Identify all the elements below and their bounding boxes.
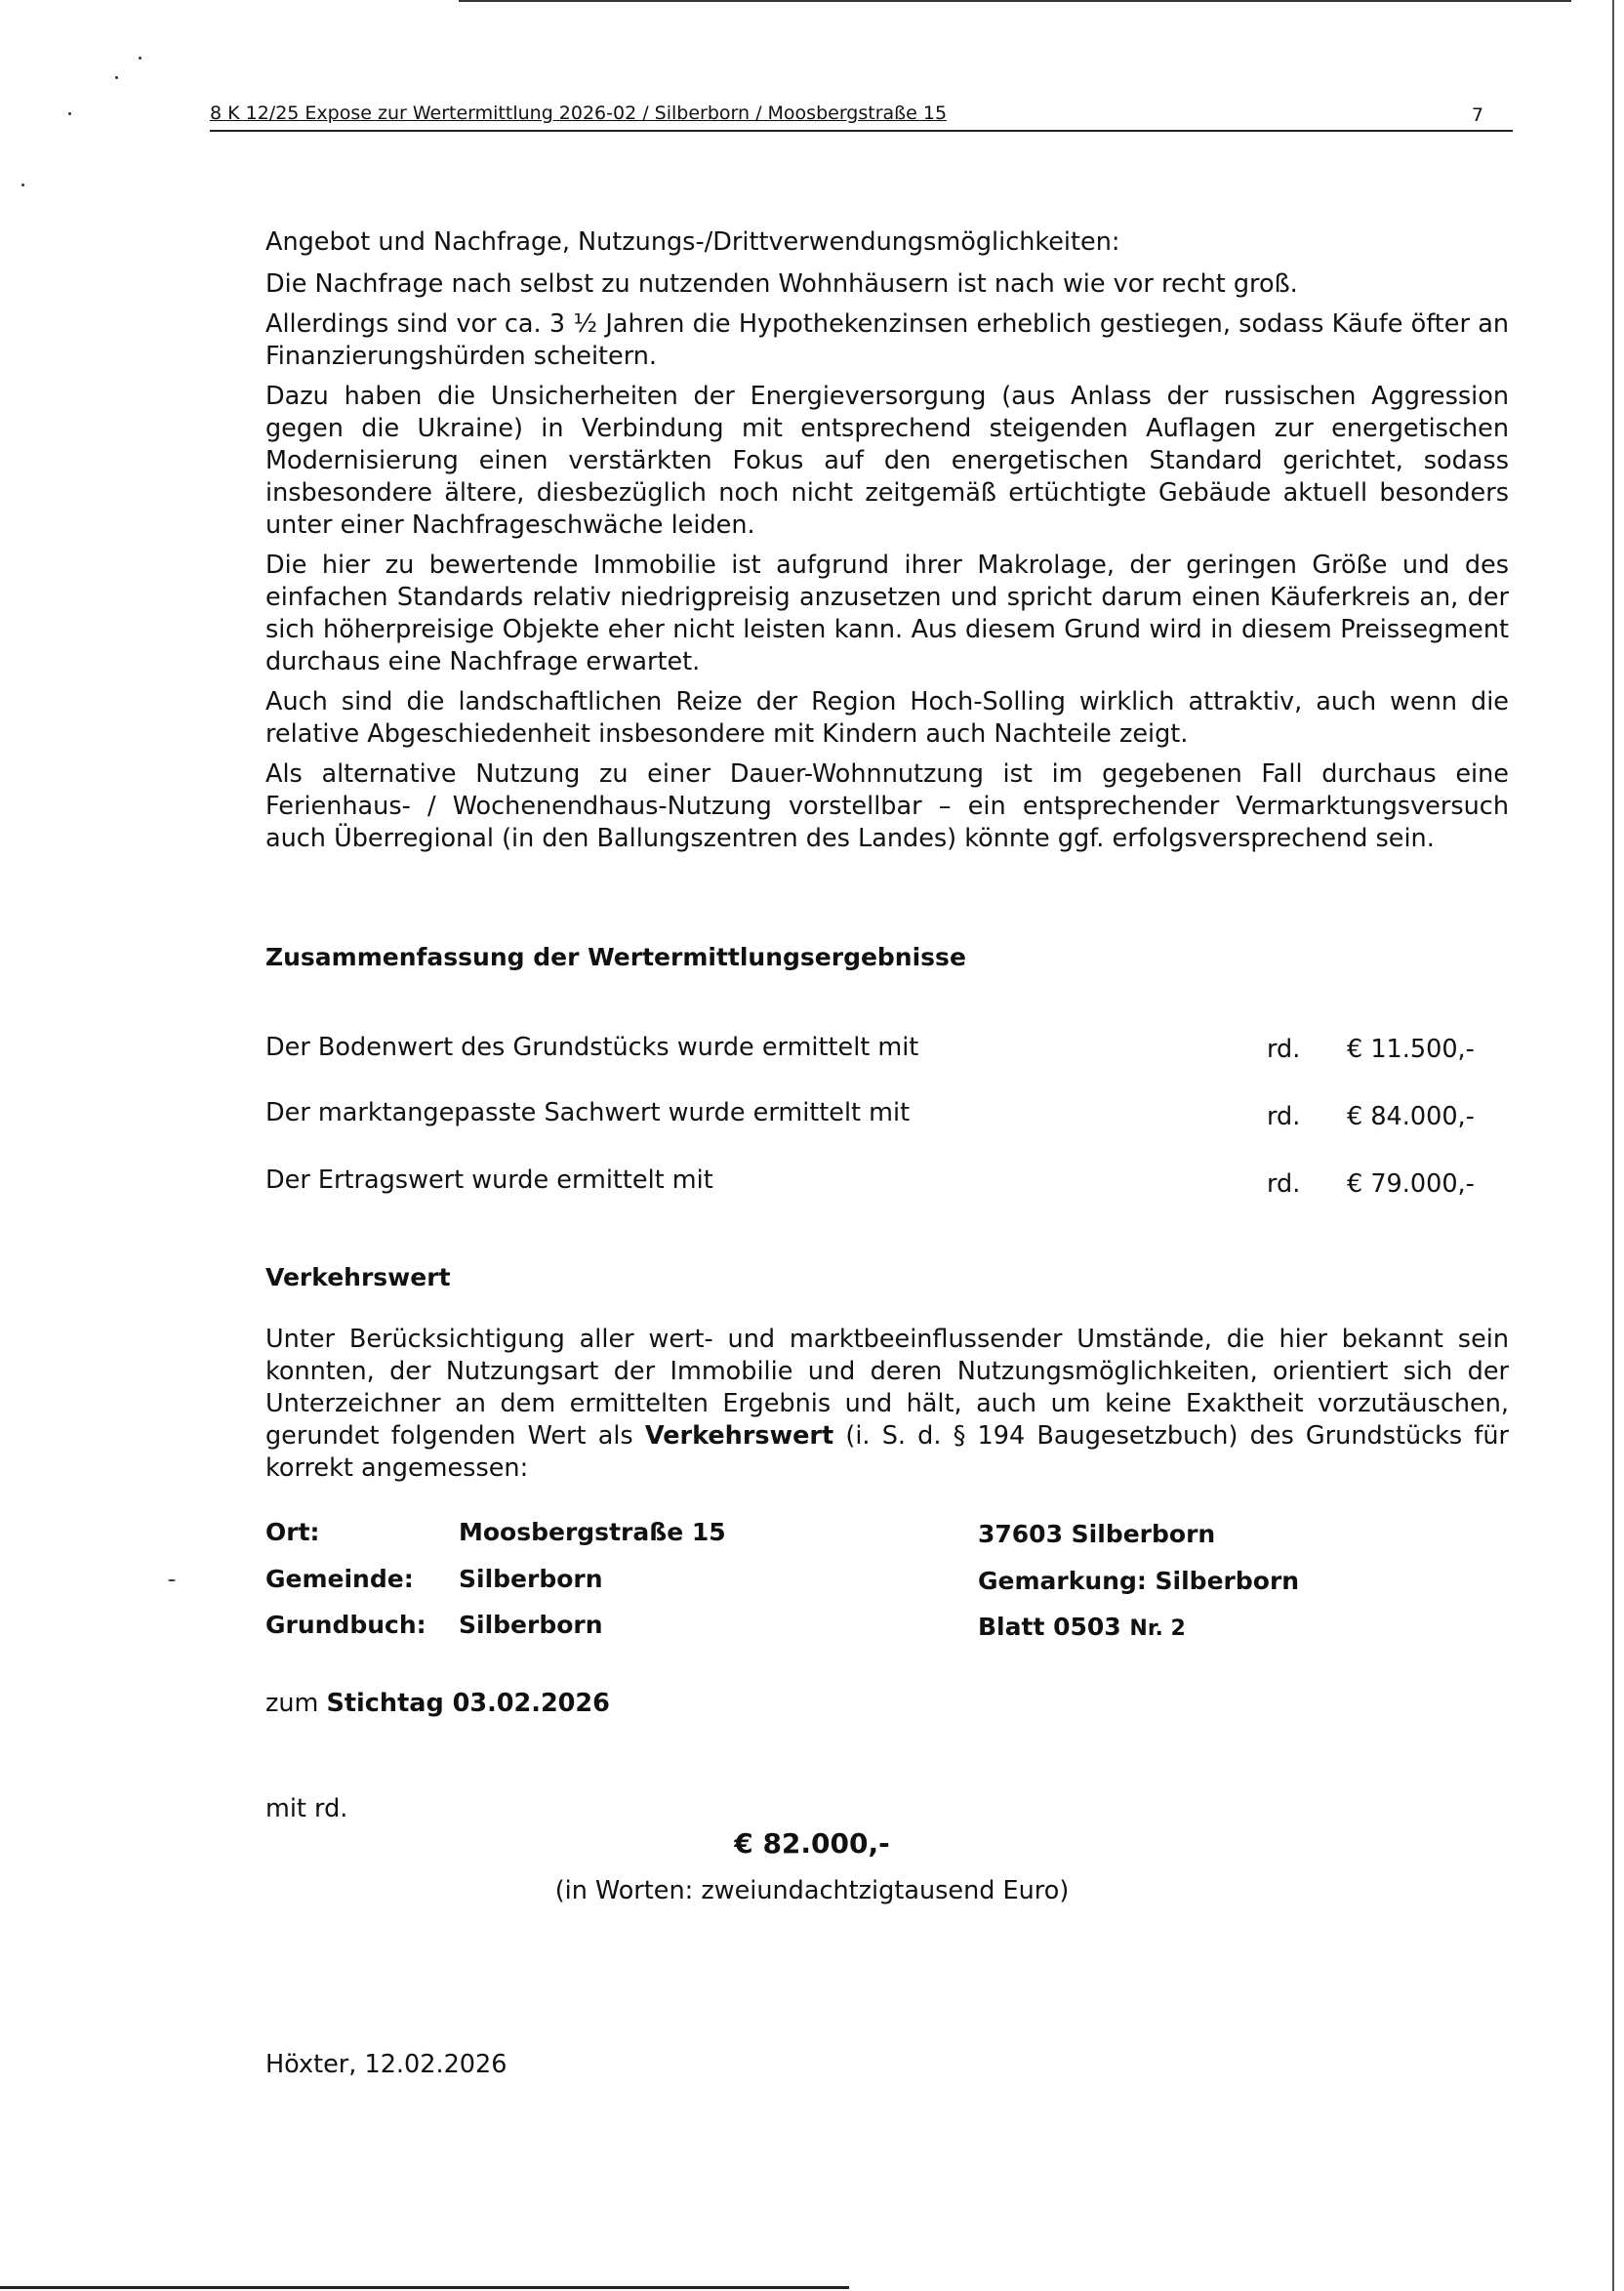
page-header: [210, 102, 1513, 132]
verkehrswert-amount: € 82.000,-: [734, 1827, 890, 1860]
summary-row-rd: rd.: [1267, 1035, 1301, 1064]
summary-row-label: Der Bodenwert des Grundstücks wurde ermittelt mit: [265, 1033, 919, 1062]
right-border-line: [1612, 0, 1614, 2291]
scan-speck: [168, 1579, 176, 1581]
market-heading: Angebot und Nachfrage, Nutzungs-/Drittverwendungsmöglichkeiten:: [265, 227, 1120, 257]
summary-row-rd: rd.: [1267, 1169, 1301, 1199]
bottom-border-line: [0, 2286, 849, 2289]
summary-heading: Zusammenfassung der Wertermittlungsergebnisse: [265, 943, 966, 971]
verkehrswert-heading: Verkehrswert: [265, 1263, 451, 1291]
verkehrswert-text: [265, 1324, 1509, 1485]
blatt-nr: Nr. 2: [1129, 1616, 1186, 1641]
verkehrswert-paragraph: [265, 1324, 1509, 1485]
market-paragraph: Als alternative Nutzung zu einer Dauer-Wohnnutzung ist im gegebenen Fall durchaus eine Ferienhaus- / Wochenendhaus-Nutzung vorstellbar – ein entsprechender Vermarktungsversuch auch Überregional (in den Ballungszentren des Landes) könnte ggf. erfolgsversprechend sein.: [265, 759, 1509, 853]
summary-row-value: € 79.000,-: [1347, 1169, 1475, 1199]
market-section: [265, 226, 1509, 855]
verkehrswert-text-after: (i. S. d. § 194 Baugesetzbuch) des Grundstücks für korrekt angemessen:: [265, 1421, 1509, 1483]
gemarkung: Gemarkung: Silberborn: [978, 1567, 1300, 1595]
summary-row-label: Der Ertragswert wurde ermittelt mit: [265, 1166, 713, 1195]
mit-rd-label: mit rd.: [265, 1794, 348, 1823]
scan-speck: [21, 184, 24, 186]
market-paragraph: Auch sind die landschaftlichen Reize der Region Hoch-Solling wirklich attraktiv, auch wenn die relative Abgeschiedenheit insbesondere mit Kindern auch Nachteile zeigt.: [265, 687, 1509, 749]
stichtag-line: [265, 1689, 610, 1718]
market-paragraph: Dazu haben die Unsicherheiten der Energieversorgung (aus Anlass der russischen Aggression gegen die Ukraine) in Verbindung mit entsprechend steigenden Auflagen zur energetischen Modernisierung einen verstärkten Fokus auf den energetischen Standard gerichtet, sodass insbesondere ältere, diesbezüglich noch nicht zeitgemäß ertüchtigte Gebäude aktuell besonders unter einer Nachfrageschwäche leiden.: [265, 382, 1509, 540]
page-number: 7: [1471, 104, 1483, 126]
place-date: Höxter, 12.02.2026: [265, 2050, 508, 2079]
blatt: [978, 1613, 1186, 1641]
ort-label: Ort:: [265, 1518, 320, 1546]
market-paragraph: Allerdings sind vor ca. 3 ½ Jahren die Hypothekenzinsen erheblich gestiegen, sodass Käufe öfter an Finanzierungshürden scheitern.: [265, 309, 1509, 371]
scan-speck: [115, 76, 118, 79]
summary-row-value: € 84.000,-: [1347, 1102, 1475, 1131]
ort-value: Moosbergstraße 15: [459, 1518, 726, 1546]
market-paragraph: Die hier zu bewertende Immobilie ist aufgrund ihrer Makrolage, der geringen Größe und des einfachen Standards relativ niedrigpreisig anzusetzen und spricht darum einen Käuferkreis an, der sich höherpreisige Objekte eher nicht leisten kann. Aus diesem Grund wird in diesem Preissegment durchaus eine Nachfrage erwartet.: [265, 551, 1509, 676]
blatt-number: Blatt 0503: [978, 1613, 1121, 1641]
summary-row-value: € 11.500,-: [1347, 1035, 1475, 1064]
plz-ort: 37603 Silberborn: [978, 1520, 1216, 1548]
header-title: 8 K 12/25 Expose zur Wertermittlung 2026-02 / Silberborn / Moosbergstraße 15: [210, 102, 948, 124]
scan-speck: [68, 112, 71, 115]
summary-row-rd: rd.: [1267, 1102, 1301, 1131]
summary-row-label: Der marktangepasste Sachwert wurde ermittelt mit: [265, 1098, 911, 1127]
verkehrswert-term: Verkehrswert: [644, 1421, 834, 1451]
scan-speck: [139, 57, 142, 60]
gemeinde-label: Gemeinde:: [265, 1565, 414, 1593]
amount-in-words: (in Worten: zweiundachtzigtausend Euro): [554, 1876, 1070, 1905]
gemeinde-value: Silberborn: [459, 1565, 603, 1593]
stichtag-prefix: zum: [265, 1689, 327, 1718]
grundbuch-value: Silberborn: [459, 1611, 603, 1639]
stichtag-label: Stichtag 03.02.2026: [326, 1689, 610, 1718]
grundbuch-label: Grundbuch:: [265, 1611, 426, 1639]
verkehrswert-text-before: Unter Berücksichtigung aller wert- und marktbeeinflussender Umstände, die hier bekannt sein konnten, der Nutzungsart der Immobilie und deren Nutzungsmöglichkeiten, orientiert sich der Unterzeichner an dem ermittelten Ergebnis und hält, auch um keine Exaktheit vorzutäuschen, gerundet folgenden Wert als: [265, 1325, 1509, 1451]
top-border-line: [459, 0, 1571, 2]
market-paragraph: Die Nachfrage nach selbst zu nutzenden Wohnhäusern ist nach wie vor recht groß.: [265, 269, 1298, 299]
